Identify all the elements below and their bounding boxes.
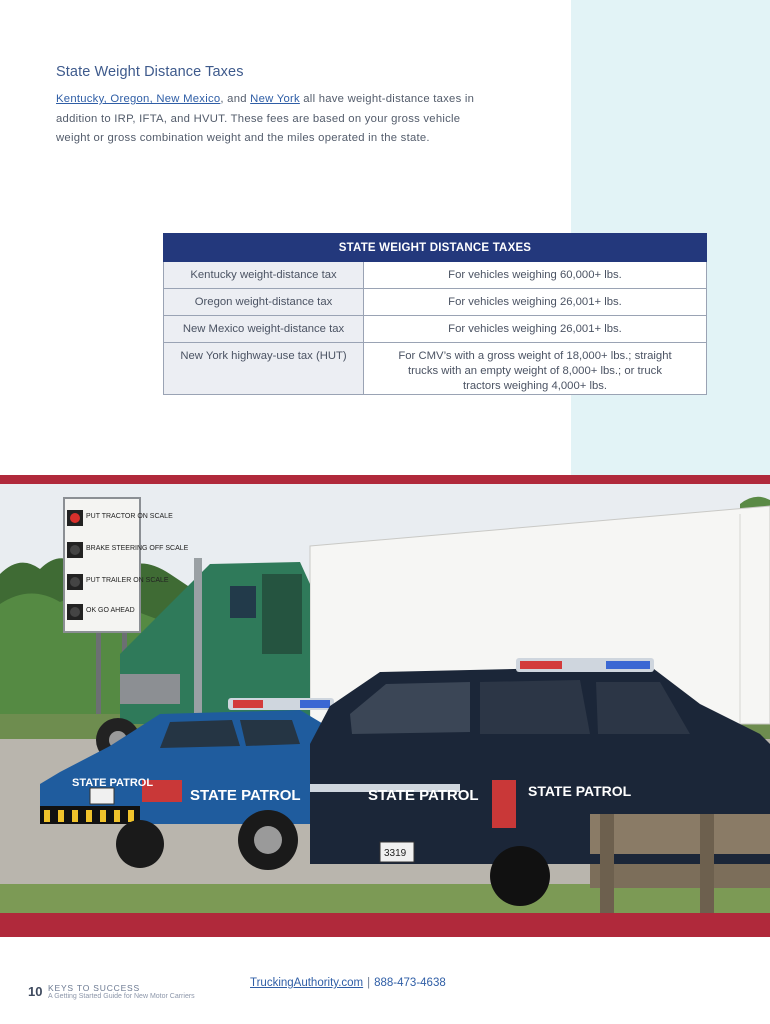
photo-top-band	[0, 475, 770, 484]
sign-line: PUT TRACTOR ON SCALE	[86, 513, 173, 520]
plate-text: 3319	[384, 848, 407, 859]
tax-name-cell: Oregon weight-distance tax	[164, 289, 364, 316]
footer-contact	[250, 977, 446, 989]
intro-and: , and	[220, 93, 251, 105]
car-text: STATE PATROL	[368, 787, 479, 804]
intro-paragraph	[56, 90, 476, 149]
footer-title: KEYS TO SUCCESS	[48, 983, 140, 993]
weigh-station-photo	[0, 475, 770, 937]
photo-illustration	[0, 484, 770, 913]
car-text: STATE PATROL	[190, 787, 301, 804]
tax-name-cell: New York highway-use tax (HUT)	[164, 343, 364, 395]
intro-text: all have weight-distance taxes in addition to IRP, IFTA, and HVUT. These fees are based on your gross vehicle weight or gross combination weight and the miles operated in the state.	[56, 93, 475, 145]
states-link[interactable]: Kentucky, Oregon, New Mexico	[56, 93, 221, 105]
tax-applies-cell: For vehicles weighing 26,001+ lbs.	[364, 316, 707, 343]
table-row	[164, 289, 707, 316]
sign-line: BRAKE STEERING OFF SCALE	[86, 545, 189, 552]
website-link[interactable]: TruckingAuthority.com	[250, 977, 364, 989]
section-heading: State Weight Distance Taxes	[56, 64, 244, 80]
sign-line: OK GO AHEAD	[86, 607, 135, 614]
weight-distance-tax-table	[163, 233, 707, 395]
tax-applies-cell: For vehicles weighing 26,001+ lbs.	[364, 289, 707, 316]
footer-subtitle: A Getting Started Guide for New Motor Carriers	[48, 993, 195, 1000]
tax-name-cell: Kentucky weight-distance tax	[164, 262, 364, 289]
phone-number: 888-473-4638	[374, 977, 446, 989]
car-text: STATE PATROL	[528, 783, 632, 799]
tax-name-cell: New Mexico weight-distance tax	[164, 316, 364, 343]
photo-bottom-band	[0, 913, 770, 937]
sign-line: PUT TRAILER ON SCALE	[86, 577, 169, 584]
new-york-link[interactable]: New York	[250, 93, 300, 105]
tax-applies-cell: For CMV’s with a gross weight of 18,000+ lbs.; straight trucks with an empty weight of 8,000+ lbs.; or truck tractors weighing 4,000+ lbs.	[364, 343, 707, 395]
car-text: STATE PATROL	[72, 777, 154, 789]
table-row	[164, 343, 707, 395]
page-number: 10	[28, 984, 43, 999]
footer-separator: |	[367, 977, 371, 989]
table-header: STATE WEIGHT DISTANCE TAXES	[164, 234, 707, 262]
table-row	[164, 316, 707, 343]
tax-applies-cell: For vehicles weighing 60,000+ lbs.	[364, 262, 707, 289]
table-row	[164, 262, 707, 289]
